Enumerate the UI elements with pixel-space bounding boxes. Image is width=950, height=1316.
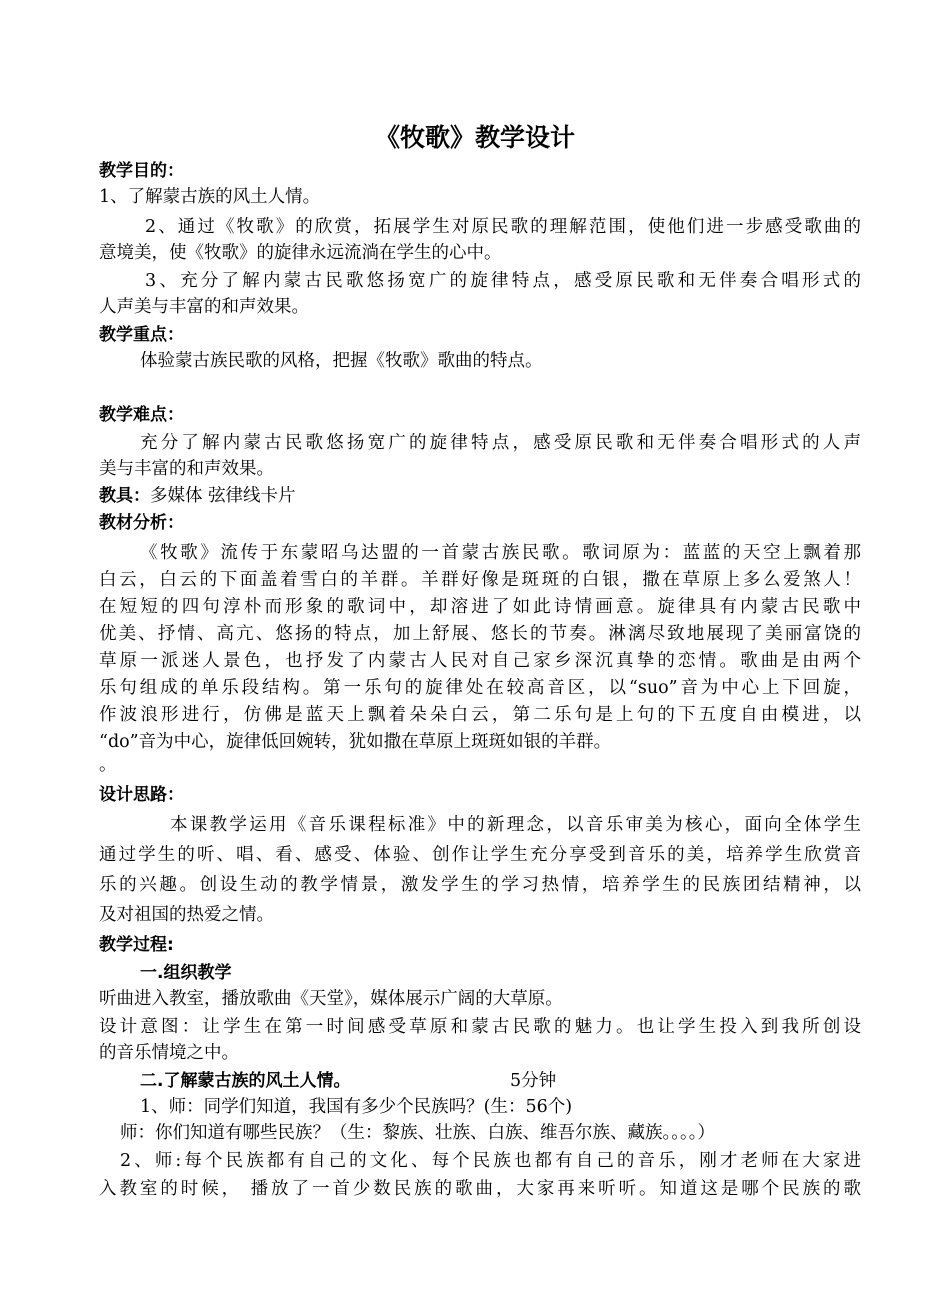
paragraph-line: 听曲进入教室，播放歌曲《天堂》，媒体展示广阔的大草原。	[99, 989, 563, 1009]
paragraph-line: 乐句组成的单乐段结构。第一乐句的旋律处在较高音区，以“suo”音为中心上下回旋，	[99, 678, 861, 698]
document-title: 《牧歌》教学设计	[374, 123, 575, 152]
paragraph-line: 草原一派迷人景色，也抒发了内蒙古人民对自己家乡深沉真挚的恋情。歌曲是由两个	[99, 651, 861, 671]
paragraph-line: 白云，白云的下面盖着雪白的羊群。羊群好像是斑斑的白银，撒在草原上多么爱煞人！	[99, 570, 861, 590]
paragraph-line: 设计意图：让学生在第一时间感受草原和蒙古民歌的魅力。也让学生投入到我所创设	[99, 1017, 861, 1037]
paragraph-line: 体验蒙古族民歌的风格，把握《牧歌》歌曲的特点。	[140, 351, 543, 371]
paragraph-line: 师：你们知道有哪些民族？（生：黎族、壮族、白族、维吾尔族、藏族。。。。）	[120, 1123, 715, 1143]
heading-objectives: 教学目的：	[99, 161, 184, 181]
paragraph-line: 乐的兴趣。创设生动的教学情景，激发学生的学习热情，培养学生的民族团结精神，以	[99, 875, 861, 895]
paragraph-line: 本课教学运用《音乐课程标准》中的新理念，以音乐审美为核心，面向全体学生	[170, 815, 861, 835]
paragraph-line: 充分了解内蒙古民歌悠扬宽广的旋律特点，感受原民歌和无伴奏合唱形式的人声	[140, 433, 861, 453]
heading-teaching-process: 教学过程:	[99, 935, 174, 955]
heading-material-analysis: 教材分析：	[99, 513, 184, 533]
teaching-aids-value: 多媒体 弦律线卡片	[150, 486, 296, 506]
teaching-aids-line	[99, 483, 861, 509]
paragraph-line: 美与丰富的和声效果。	[99, 459, 274, 479]
paragraph-line: “do”音为中心，旋律低回婉转，犹如撒在草原上斑斑如银的羊群。	[99, 732, 612, 752]
subheading-organize: 一.组织教学	[140, 963, 232, 983]
paragraph-line: 3、充分了解内蒙古民歌悠扬宽广的旋律特点，感受原民歌和无伴奏合唱形式的	[145, 271, 861, 291]
paragraph-line: 2、师:每个民族都有自己的文化、每个民族也都有自己的音乐，刚才老师在大家进	[120, 1151, 861, 1171]
paragraph-line: 2、通过《牧歌》的欣赏，拓展学生对原民歌的理解范围，使他们进一步感受歌曲的	[145, 217, 861, 237]
paragraph-line: 1、师：同学们知道，我国有多少个民族吗？(生：56个)	[140, 1097, 573, 1117]
paragraph-line: 人声美与丰富的和声效果。	[99, 297, 309, 317]
heading-difficulties: 教学难点：	[99, 405, 184, 425]
paragraph-line: 的音乐情境之中。	[99, 1043, 239, 1063]
heading-key-points: 教学重点：	[99, 325, 184, 345]
paragraph-line: 。	[99, 755, 117, 775]
paragraph-line: 在短短的四句淳朴而形象的歌词中，却溶进了如此诗情画意。旋律具有内蒙古民歌中	[99, 597, 861, 617]
subheading-customs: 二.了解蒙古族的风土人情。	[140, 1071, 351, 1091]
duration-label: 5分钟	[510, 1071, 557, 1091]
heading-design-ideas: 设计思路：	[99, 785, 184, 805]
paragraph-line: 入教室的时候， 播放了一首少数民族的歌曲，大家再来听听。知道这是哪个民族的歌	[99, 1179, 861, 1199]
heading-teaching-aids: 教具：	[99, 486, 150, 506]
paragraph-line: 意境美，使《牧歌》的旋律永远流淌在学生的心中。	[99, 243, 502, 263]
paragraph-line: 通过学生的听、唱、看、感受、体验、创作让学生充分享受到音乐的美，培养学生欣赏音	[99, 845, 861, 865]
paragraph-line: 优美、抒情、高亢、悠扬的特点，加上舒展、悠长的节奏。淋漓尽致地展现了美丽富饶的	[99, 624, 861, 644]
paragraph-line: 1、了解蒙古族的风土人情。	[99, 187, 321, 207]
paragraph-line: 《牧歌》流传于东蒙昭乌达盟的一首蒙古族民歌。歌词原为：蓝蓝的天空上飘着那	[140, 543, 861, 563]
paragraph-line: 及对祖国的热爱之情。	[99, 905, 274, 925]
paragraph-line: 作波浪形进行，仿佛是蓝天上飘着朵朵白云，第二乐句是上句的下五度自由模进，以	[99, 705, 861, 725]
